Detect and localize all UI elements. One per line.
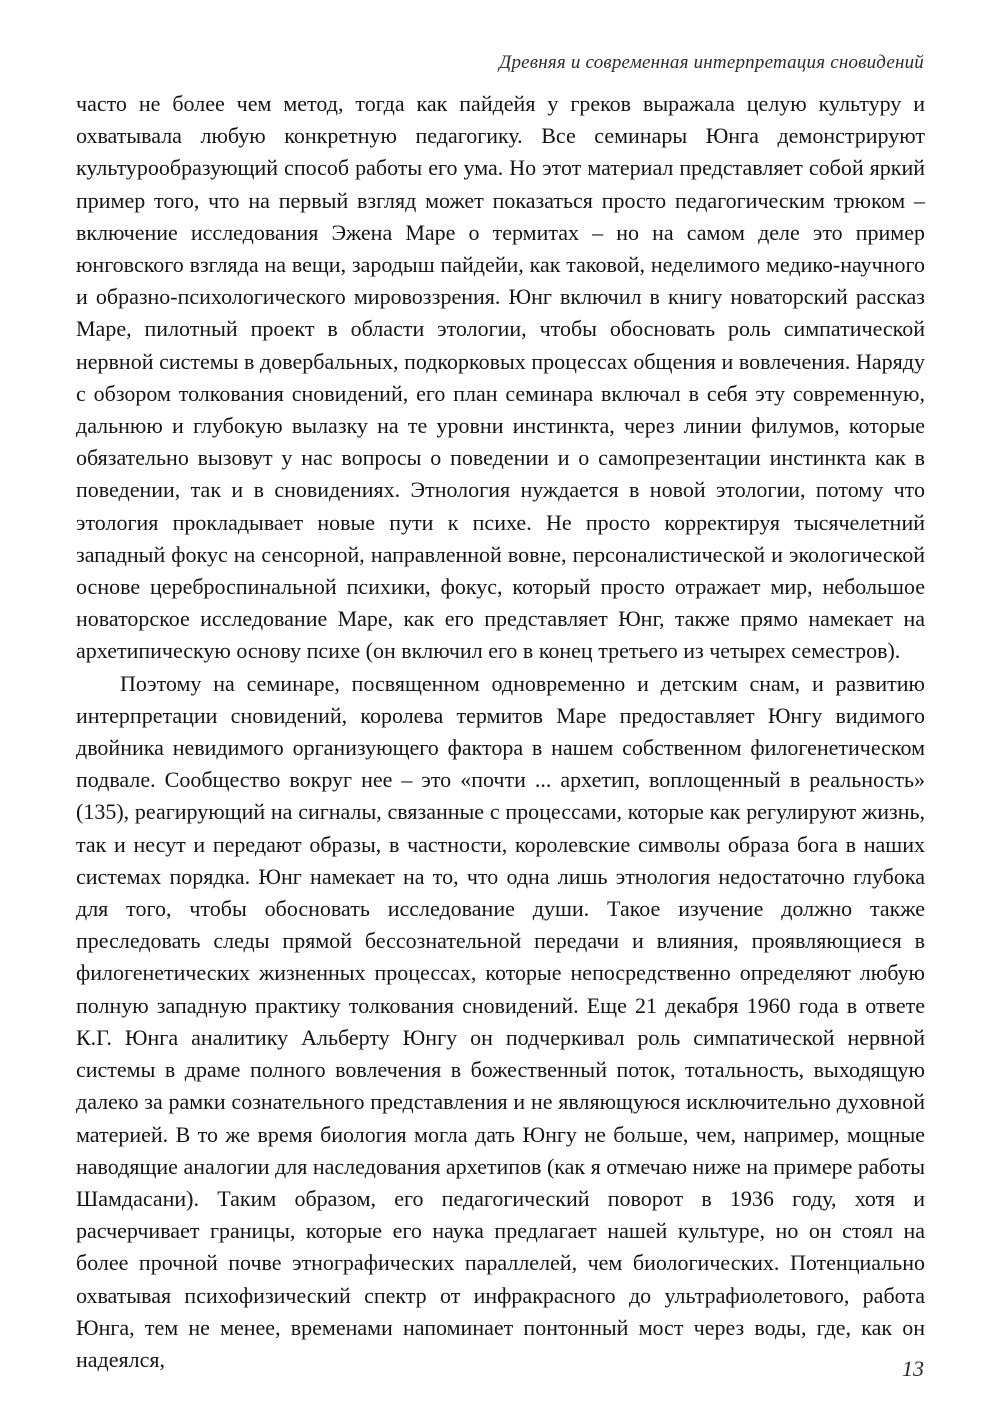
paragraph: Поэтому на семинаре, посвященном одновременно и детским снам, и развитию интерпретации сновидений, королева термитов Маре предоставляет Юнгу видимого двойника невидимого организующего фактора в нашем собственном филогенетическом подвале. Сообщество вокруг нее – это «почти ... архетип, воплощенный в реальность» (135), реагирующий на сигналы, связанные с процессами, которые как регулируют жизнь, так и несут и передают образы, в частности, королевские символы образа бога в наших системах порядка. Юнг намекает на то, что одна лишь этнология недостаточно глубока для того, чтобы обосновать исследование души. Такое изучение должно также преследовать следы прямой бессознательной передачи и влияния, проявляющиеся в филогенетических жизненных процессах, которые непосредственно определяют любую полную западную практику толкования сновидений. Еще 21 декабря 1960 года в ответе К.Г. Юнга аналитику Альберту Юнгу он подчеркивал роль симпатической нервной системы в драме полного вовлечения в божественный поток, тотальность, выходящую далеко за рамки сознательного представления и не являющуюся исключительно духовной материей. В то же время биология могла дать Юнгу не больше, чем, например, мощные наводящие аналогии для наследования архетипов (как я отмечаю ниже на примере работы Шамдасани). Таким образом, его педагогический поворот в 1936 году, хотя и расчерчивает границы, которые его наука предлагает нашей культуре, но он стоял на более прочной почве этнографических параллелей, чем биологических. Потенциально охватывая психофизический спектр от инфракрасного до ультрафиолетового, работа Юнга, тем не менее, временами напоминает понтонный мост через воды, где, как он надеялся, [76,670,925,1372]
running-header: Древняя и современная интерпретация сновидений [499,52,924,73]
body-text [76,88,925,1376]
page-number: 13 [902,1356,924,1381]
paragraph: часто не более чем метод, тогда как пайдейя у греков выражала целую культуру и охватывала любую конкретную педагогику. Все семинары Юнга демонстрируют культурообразующий способ работы его ума. Но этот материал представляет собой яркий пример того, что на первый взгляд может показаться просто педагогическим трюком – включение исследования Эжена Маре о термитах – но на самом деле это пример юнговского взгляда на вещи, зародыш пайдейи, как таковой, неделимого медико-научного и образно-психологического мировоззрения. Юнг включил в книгу новаторский рассказ Маре, пилотный проект в области этологии, чтобы обосновать роль симпатической нервной системы в довербальных, подкорковых процессах общения и вовлечения. Наряду с обзором толкования сновидений, его план семинара включал в себя эту современную, дальнюю и глубокую вылазку на те уровни инстинкта, через линии филумов, которые обязательно вызовут у нас вопросы о поведении и о самопрезентации инстинкта как в поведении, так и в сновидениях. Этнология нуждается в новой этологии, потому что этология прокладывает новые пути к психе. Не просто корректируя тысячелетний западный фокус на сенсорной, направленной вовне, персоналистической и экологической основе цереброспинальной психики, фокус, который просто отражает мир, небольшое новаторское исследование Маре, как его представляет Юнг, также прямо намекает на архетипическую основу психе (он включил его в конец третьего из четырех семестров). [76,91,925,664]
